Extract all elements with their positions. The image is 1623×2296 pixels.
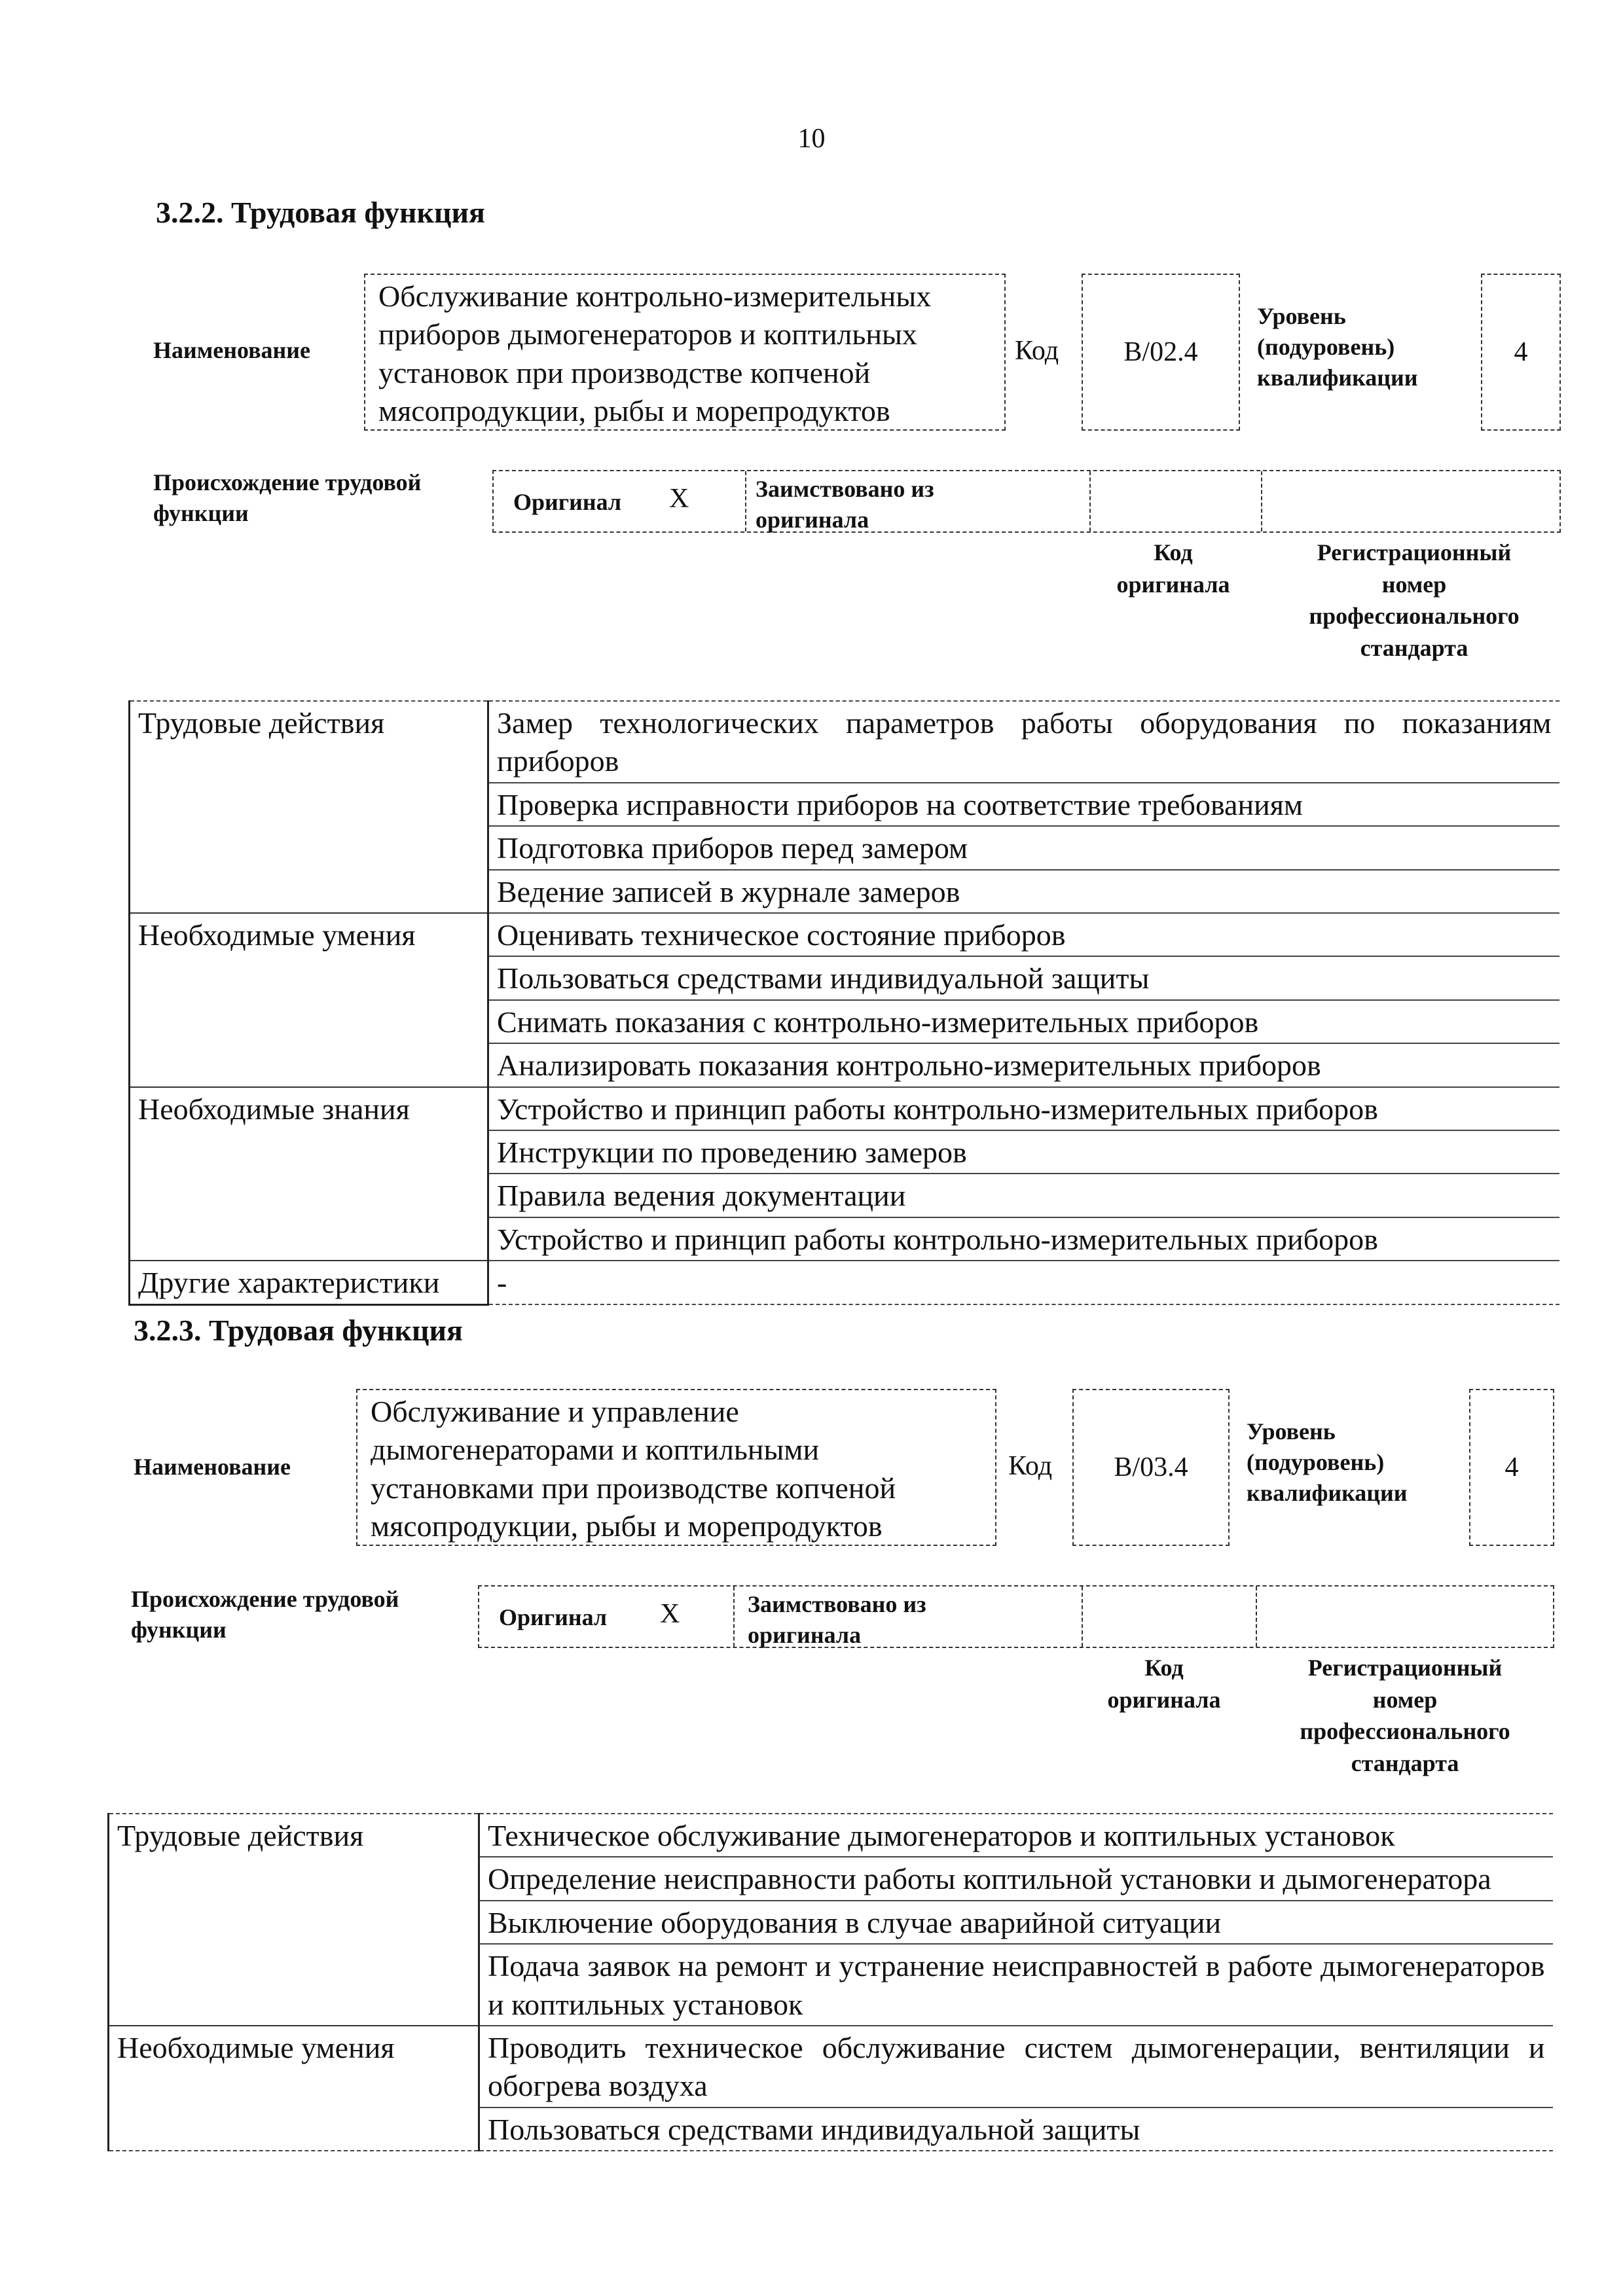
function-name-line: дымогенераторами и коптильными bbox=[371, 1433, 820, 1467]
borrowed-label-line: Заимствовано из bbox=[748, 1591, 926, 1617]
table-row: Устройство и принцип работы контрольно-измерительных приборов bbox=[488, 1087, 1559, 1130]
original-label: Оригинал bbox=[513, 489, 622, 515]
level-value: 4 bbox=[1514, 337, 1528, 367]
qualification-level-label bbox=[1247, 1416, 1408, 1508]
table-row: Проводить техническое обслуживание систем дымогенерации, вентиляции и обогрева воздуха bbox=[479, 2026, 1553, 2108]
level-label-line: Уровень bbox=[1247, 1418, 1336, 1444]
caption-line: стандарта bbox=[1360, 634, 1468, 661]
table-row: - bbox=[488, 1261, 1559, 1304]
caption-line: номер bbox=[1381, 571, 1447, 598]
origin-label bbox=[131, 1584, 399, 1645]
function-name-line: Обслуживание контрольно-измерительных bbox=[378, 279, 932, 313]
caption-line: Регистрационный bbox=[1307, 1655, 1503, 1681]
table-row: Пользоваться средствами индивидуальной защиты bbox=[479, 2108, 1553, 2151]
borrowed-label bbox=[756, 474, 934, 535]
section-title: 3.2.2. Трудовая функция bbox=[156, 196, 485, 229]
table-row: Подготовка приборов перед замером bbox=[488, 826, 1559, 869]
table-row: Замер технологических параметров работы оборудования по показаниям приборов bbox=[488, 701, 1559, 783]
origin-divider bbox=[733, 1587, 735, 1647]
borrowed-label bbox=[748, 1589, 926, 1651]
origin-label-line: функции bbox=[153, 499, 249, 526]
caption-line: оригинала bbox=[1107, 1686, 1221, 1713]
origin-row bbox=[492, 470, 1561, 533]
table-row: Пользоваться средствами индивидуальной защиты bbox=[488, 956, 1559, 999]
table-row: Выключение оборудования в случае аварийной ситуации bbox=[479, 1901, 1553, 1944]
code-box bbox=[1072, 1389, 1230, 1546]
table-row: Анализировать показания контрольно-измерительных приборов bbox=[488, 1043, 1559, 1086]
level-label-line: Уровень bbox=[1257, 303, 1346, 329]
code-original-caption bbox=[1088, 537, 1258, 600]
origin-divider bbox=[1261, 471, 1262, 531]
original-mark: X bbox=[660, 1599, 680, 1629]
code-value: B/02.4 bbox=[1123, 337, 1198, 367]
table-row: Определение неисправности работы коптильной установки и дымогенератора bbox=[479, 1857, 1553, 1900]
table-row: Техническое обслуживание дымогенераторов и коптильных установок bbox=[479, 1814, 1553, 1857]
caption-line: профессионального bbox=[1300, 1718, 1510, 1745]
level-label-line: (подуровень) bbox=[1247, 1448, 1385, 1475]
name-label: Наименование bbox=[153, 337, 310, 363]
function-name-box bbox=[356, 1389, 996, 1546]
origin-divider bbox=[1082, 1587, 1083, 1647]
table-row: Инструкции по проведению замеров bbox=[488, 1130, 1559, 1174]
origin-divider bbox=[1256, 1587, 1257, 1647]
work-function-table bbox=[107, 1813, 1553, 2151]
work-function-table bbox=[128, 700, 1559, 1306]
origin-label-line: функции bbox=[131, 1616, 227, 1643]
function-name-line: установками при производстве копченой bbox=[371, 1471, 896, 1505]
category-required-skills: Необходимые умения bbox=[109, 2026, 479, 2151]
category-required-knowledge: Необходимые знания bbox=[130, 1087, 488, 1261]
table-row: Оценивать техническое состояние приборов bbox=[488, 913, 1559, 956]
origin-divider bbox=[1089, 471, 1091, 531]
code-box bbox=[1082, 274, 1240, 431]
table-row: Проверка исправности приборов на соответствие требованиям bbox=[488, 783, 1559, 826]
function-name-line: мясопродукции, рыбы и морепродуктов bbox=[371, 1509, 883, 1543]
caption-line: Регистрационный bbox=[1317, 539, 1512, 565]
level-label-line: (подуровень) bbox=[1257, 333, 1395, 360]
original-mark: X bbox=[669, 484, 689, 514]
origin-row bbox=[478, 1585, 1554, 1648]
caption-line: стандарта bbox=[1351, 1749, 1459, 1776]
level-box bbox=[1481, 274, 1561, 431]
category-work-actions: Трудовые действия bbox=[130, 701, 488, 913]
borrowed-label-line: оригинала bbox=[756, 506, 869, 533]
level-box bbox=[1469, 1389, 1554, 1546]
registration-number-caption bbox=[1254, 1652, 1556, 1779]
function-name-box bbox=[364, 274, 1006, 431]
category-required-skills: Необходимые умения bbox=[130, 913, 488, 1087]
level-label-line: квалификации bbox=[1247, 1479, 1408, 1506]
code-original-caption bbox=[1079, 1652, 1249, 1715]
category-work-actions: Трудовые действия bbox=[109, 1814, 479, 2026]
registration-number-caption bbox=[1264, 537, 1565, 664]
borrowed-label-line: Заимствовано из bbox=[756, 476, 934, 502]
original-label: Оригинал bbox=[499, 1604, 608, 1630]
origin-divider bbox=[745, 471, 746, 531]
caption-line: оригинала bbox=[1116, 571, 1230, 598]
caption-line: профессионального bbox=[1309, 603, 1520, 630]
function-name-line: Обслуживание и управление bbox=[371, 1395, 739, 1428]
code-value: B/03.4 bbox=[1114, 1452, 1188, 1482]
table-row: Подача заявок на ремонт и устранение неисправностей в работе дымогенераторов и коптильных установок bbox=[479, 1944, 1553, 2026]
level-value: 4 bbox=[1504, 1452, 1519, 1482]
code-label: Код bbox=[1008, 1451, 1053, 1481]
table-row: Ведение записей в журнале замеров bbox=[488, 870, 1559, 913]
borrowed-label-line: оригинала bbox=[748, 1621, 862, 1648]
origin-label-line: Происхождение трудовой bbox=[153, 469, 422, 495]
origin-label-line: Происхождение трудовой bbox=[131, 1586, 399, 1612]
caption-line: Код bbox=[1154, 539, 1193, 565]
name-label: Наименование bbox=[134, 1454, 291, 1480]
section-title: 3.2.3. Трудовая функция bbox=[134, 1314, 463, 1347]
function-name-line: установок при производстве копченой bbox=[378, 355, 871, 389]
category-other-characteristics: Другие характеристики bbox=[130, 1261, 488, 1304]
function-name-line: мясопродукции, рыбы и морепродуктов bbox=[378, 394, 890, 428]
table-row: Устройство и принцип работы контрольно-измерительных приборов bbox=[488, 1217, 1559, 1261]
table-row: Правила ведения документации bbox=[488, 1174, 1559, 1217]
code-label: Код bbox=[1015, 336, 1059, 366]
page-number: 10 bbox=[797, 124, 826, 154]
caption-line: Код bbox=[1144, 1655, 1184, 1681]
qualification-level-label bbox=[1257, 301, 1418, 393]
table-row: Снимать показания с контрольно-измерительных приборов bbox=[488, 1000, 1559, 1043]
origin-label bbox=[153, 467, 421, 529]
level-label-line: квалификации bbox=[1257, 364, 1418, 391]
function-name-line: приборов дымогенераторов и коптильных bbox=[378, 317, 917, 351]
caption-line: номер bbox=[1372, 1686, 1438, 1713]
